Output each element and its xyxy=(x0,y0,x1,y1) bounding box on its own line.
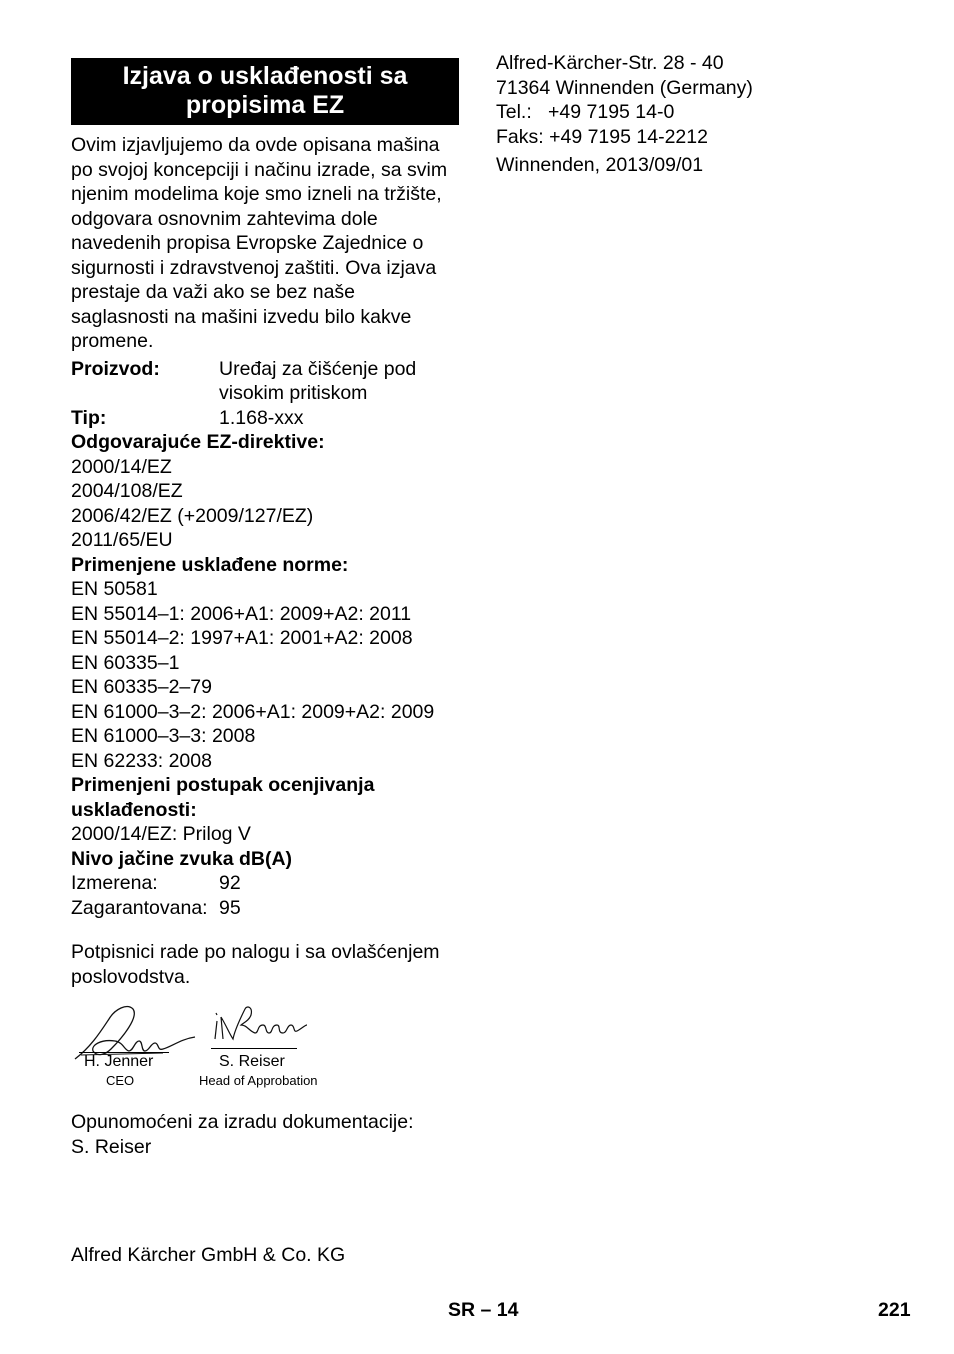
product-value xyxy=(219,357,459,406)
intro-line: sigurnosti i zdravstvenoj zaštiti. Ova izjava xyxy=(71,256,437,279)
directive-item: 2006/42/EZ (+2009/127/EZ) xyxy=(71,504,314,527)
sound-guaranteed-label: Zagarantovana: xyxy=(71,896,208,919)
procedure-heading-line: Primenjeni postupak ocenjivanja xyxy=(71,774,375,796)
norms-heading: Primenjene usklađene norme: xyxy=(71,553,349,576)
authorized-label: Opunomoćeni za izradu dokumentacije: xyxy=(71,1111,414,1133)
norm-item: EN 60335–2–79 xyxy=(71,676,212,698)
address-line: Alfred-Kärcher-Str. 28 - 40 xyxy=(496,52,724,74)
directives-list xyxy=(71,455,459,553)
type-row xyxy=(71,406,459,431)
intro-line: navedenih propisa Evropske Zajednice o xyxy=(71,232,424,254)
norm-item: EN 50581 xyxy=(71,578,158,600)
signature-block xyxy=(71,997,459,1097)
company-name: Alfred Kärcher GmbH & Co. KG xyxy=(71,1244,346,1266)
sound-guaranteed-value: 95 xyxy=(219,896,241,919)
type-label: Tip: xyxy=(71,406,107,429)
address-line: Tel.: +49 7195 14-0 xyxy=(496,101,675,123)
product-value-line: visokim pritiskom xyxy=(219,382,368,404)
norm-item: EN 62233: 2008 xyxy=(71,749,212,772)
sound-measured-value: 92 xyxy=(219,872,241,894)
norm-item: EN 61000–3–2: 2006+A1: 2009+A2: 2009 xyxy=(71,700,435,723)
procedure-heading xyxy=(71,773,459,822)
signature-role: CEO xyxy=(106,1073,135,1088)
declaration-title xyxy=(71,58,459,125)
product-value-line: Uređaj za čišćenje pod xyxy=(219,357,417,380)
page-number: 221 xyxy=(878,1299,911,1321)
directive-item: 2000/14/EZ xyxy=(71,455,172,478)
signatories-note-line: poslovodstva. xyxy=(71,965,191,988)
intro-line: Ovim izjavljujemo da ovde opisana mašina xyxy=(71,134,440,156)
title-line-2: propisima EZ xyxy=(185,91,345,119)
intro-line: saglasnosti na mašini izvedu bilo kakve xyxy=(71,305,412,328)
place-date: Winnenden, 2013/09/01 xyxy=(496,154,704,176)
procedure-value: 2000/14/EZ: Prilog V xyxy=(71,823,251,845)
product-row xyxy=(71,357,459,406)
intro-line: odgovara osnovnim zahtevima dole xyxy=(71,207,378,230)
authorized-block xyxy=(71,1110,459,1159)
directive-item: 2004/108/EZ xyxy=(71,480,183,502)
authorized-name: S. Reiser xyxy=(71,1135,152,1158)
directive-item: 2011/65/EU xyxy=(71,529,173,551)
type-value: 1.168-xxx xyxy=(219,406,304,429)
signatories-note xyxy=(71,940,459,989)
signature-role: Head of Approbation xyxy=(199,1073,318,1088)
title-line-1: Izjava o usklađenosti sa xyxy=(122,62,408,90)
directives-heading: Odgovarajuće EZ-direktive: xyxy=(71,431,325,453)
sound-measured-row xyxy=(71,871,459,896)
footer-section: SR – 14 xyxy=(448,1299,519,1321)
sound-guaranteed-row xyxy=(71,896,459,921)
norms-list xyxy=(71,577,459,773)
intro-line: prestaje da važi ako se bez naše xyxy=(71,281,356,303)
address-column xyxy=(496,51,916,178)
norm-item: EN 55014–1: 2006+A1: 2009+A2: 2011 xyxy=(71,602,412,625)
norm-item: EN 61000–3–3: 2008 xyxy=(71,725,256,747)
signature-reiser xyxy=(211,1003,311,1047)
product-label: Proizvod: xyxy=(71,357,160,380)
sound-heading: Nivo jačine zvuka dB(A) xyxy=(71,847,293,870)
norm-item: EN 55014–2: 1997+A1: 2001+A2: 2008 xyxy=(71,627,413,649)
norm-item: EN 60335–1 xyxy=(71,651,180,674)
signature-name: S. Reiser xyxy=(219,1053,285,1070)
declaration-column xyxy=(71,58,459,1159)
address-line: 71364 Winnenden (Germany) xyxy=(496,76,753,99)
intro-line: njenim modelima koje smo izneli na tržište, xyxy=(71,183,442,205)
intro-line: promene. xyxy=(71,330,154,352)
sound-measured-label: Izmerena: xyxy=(71,872,158,894)
intro-line: po svojoj koncepciji i načinu izrade, sa svim xyxy=(71,158,448,181)
address-line: Faks: +49 7195 14-2212 xyxy=(496,125,708,148)
procedure-heading-line: usklađenosti: xyxy=(71,798,197,821)
intro-paragraph xyxy=(71,133,459,354)
signature-name: H. Jenner xyxy=(84,1053,154,1070)
signatories-note-line: Potpisnici rade po nalogu i sa ovlašćenjem xyxy=(71,941,440,963)
